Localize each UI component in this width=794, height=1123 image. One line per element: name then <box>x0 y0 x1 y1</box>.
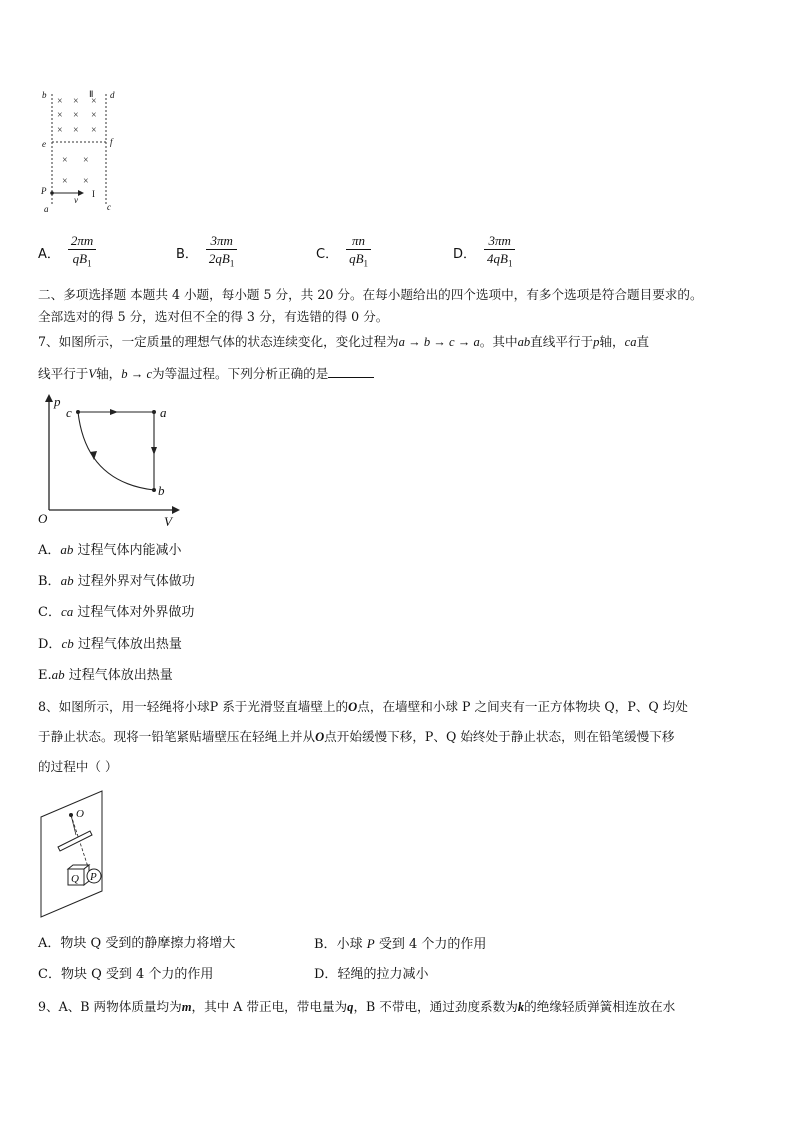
fig-label-p: P <box>90 871 97 883</box>
q6-option-c[interactable] <box>316 232 371 273</box>
q7-option-b[interactable]: B．ab 过程外界对气体做功 <box>38 573 195 589</box>
q6-option-d[interactable] <box>453 232 515 273</box>
svg-text:×: × <box>91 125 97 136</box>
svg-text:×: × <box>57 96 63 107</box>
fraction: $\frac{\pi n}{qB_1}$ <box>346 232 371 273</box>
svg-text:×: × <box>91 110 97 121</box>
q6-option-a[interactable] <box>38 232 96 273</box>
fig1-label-ii: Ⅱ <box>89 89 94 99</box>
fraction: $\frac{3\pi m}{4qB_1}$ <box>484 232 515 273</box>
option-label: A． <box>38 246 60 262</box>
fig1-label-f: f <box>110 137 113 147</box>
fig-label-q: Q <box>71 873 79 885</box>
svg-text:×: × <box>62 155 68 166</box>
pv-label-b: b <box>158 483 165 498</box>
pv-label-a: a <box>160 405 167 420</box>
svg-text:×: × <box>83 176 89 187</box>
q6-option-b[interactable] <box>176 232 237 273</box>
q7-option-d[interactable]: D．cb 过程气体放出热量 <box>38 636 182 652</box>
fig1-label-e: e <box>42 139 46 149</box>
pv-axis-v: V <box>164 514 172 529</box>
magnetic-field-figure <box>38 86 124 216</box>
option-label: D． <box>453 246 477 262</box>
fig1-label-i: I <box>92 189 95 199</box>
fig1-label-c: c <box>107 202 111 212</box>
fig1-label-a: a <box>44 204 49 214</box>
svg-text:×: × <box>62 176 68 187</box>
pv-origin: O <box>38 511 48 526</box>
svg-text:×: × <box>91 96 97 107</box>
wall-ball-figure <box>38 787 108 919</box>
section-2-header-line2: 全部选对的得 5 分，选对但不全的得 3 分，有选错的得 0 分。 <box>38 309 389 324</box>
option-label: C． <box>316 246 339 262</box>
svg-text:×: × <box>73 125 79 136</box>
pv-label-c: c <box>66 405 72 420</box>
section-2-header: 二、多项选择题 本题共 4 小题，每小题 5 分，共 20 分。在每小题给出的四个选项中，有多个选项是符合题目要求的。 <box>38 287 703 302</box>
q8-option-c[interactable]: C．物块 Q 受到 4 个力的作用 <box>38 967 214 982</box>
svg-text:×: × <box>73 110 79 121</box>
option-label: B． <box>176 246 198 262</box>
q8-stem-line2: 于静止状态。现将一铅笔紧贴墙壁压在轻绳上并从O点开始缓慢下移，P、Q 始终处于静止状态，则在铅笔缓慢下移 <box>38 729 675 744</box>
q8-stem-line1: 8、如图所示，用一轻绳将小球P 系于光滑竖直墙壁上的O点，在墙壁和小球 P 之间夹有一正方体物块 Q，P、Q 均处 <box>38 699 688 714</box>
pv-diagram <box>36 392 184 530</box>
q7-option-e[interactable]: E.ab 过程气体放出热量 <box>38 667 173 683</box>
fraction: $\frac{3\pi m}{2qB_1}$ <box>206 232 237 273</box>
fig-label-o: O <box>76 808 84 820</box>
svg-text:×: × <box>73 96 79 107</box>
q7-option-a[interactable]: A．ab 过程气体内能减小 <box>38 542 182 558</box>
fig1-label-b: b <box>42 90 47 100</box>
q7-stem-line2: 线平行于V轴，b → c为等温过程。下列分析正确的是 <box>38 365 374 383</box>
svg-text:×: × <box>57 110 63 121</box>
q8-option-d[interactable]: D．轻绳的拉力减小 <box>314 967 429 982</box>
q8-option-a[interactable]: A．物块 Q 受到的静摩擦力将增大 <box>38 936 236 951</box>
pv-axis-p: p <box>54 394 61 409</box>
fraction: $\frac{2\pi m}{qB_1}$ <box>68 232 96 273</box>
answer-blank[interactable] <box>328 365 374 378</box>
q9-stem-line1: 9、A、B 两物体质量均为m，其中 A 带正电，带电量为q，B 不带电，通过劲度系数为k的绝缘轻质弹簧相连放在水 <box>38 999 676 1014</box>
fig1-label-d: d <box>110 90 115 100</box>
q8-option-b[interactable]: B．小球 P 受到 4 个力的作用 <box>314 936 487 952</box>
svg-text:×: × <box>83 155 89 166</box>
fig1-label-p: P <box>41 186 47 196</box>
q7-stem-line1: 7、如图所示，一定质量的理想气体的状态连续变化，变化过程为a → b → c → a。其中ab直线平行于p轴，ca直 <box>38 334 650 349</box>
svg-text:×: × <box>57 125 63 136</box>
fig1-label-v: v <box>74 195 78 205</box>
q7-option-c[interactable]: C．ca 过程气体对外界做功 <box>38 604 195 620</box>
q8-stem-line3: 的过程中（ ） <box>38 759 118 774</box>
